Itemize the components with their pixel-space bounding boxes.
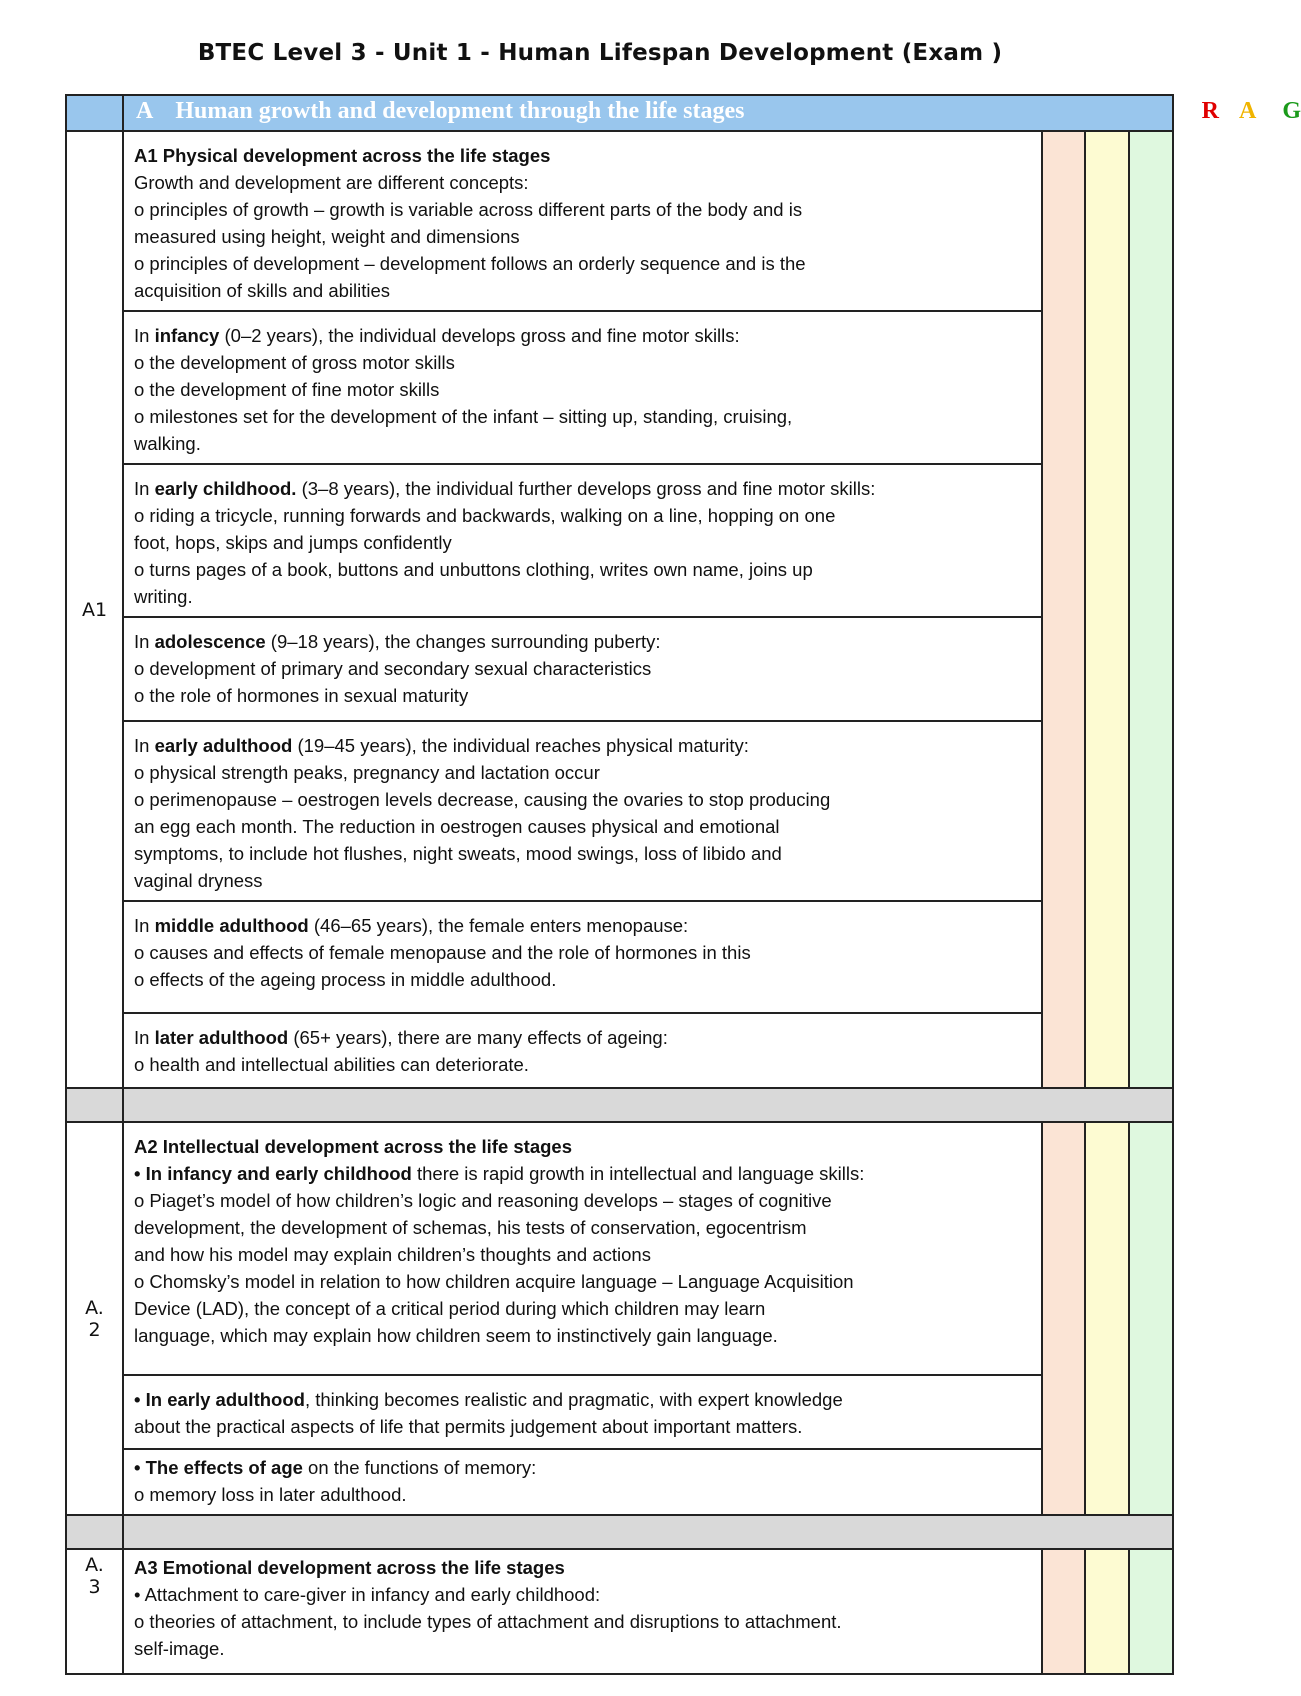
a1-intro-row xyxy=(66,131,1173,311)
text-fragment: there is rapid growth in intellectual and language skills: xyxy=(411,1163,865,1184)
text-line: walking. xyxy=(134,433,201,454)
section-header xyxy=(123,95,1301,131)
document-title: BTEC Level 3 - Unit 1 - Human Lifespan Development (Exam ) xyxy=(197,40,1003,66)
text-fragment: In xyxy=(134,1027,155,1048)
stage-name: adolescence xyxy=(154,631,266,652)
text-line: measured using height, weight and dimensions xyxy=(134,226,520,247)
a2-intro-row xyxy=(66,1122,1173,1375)
a1-early-childhood-row xyxy=(66,464,1173,617)
a1-later-adulthood xyxy=(123,1013,1042,1088)
stage-name: later adulthood xyxy=(154,1027,289,1048)
text-fragment: In xyxy=(134,325,155,346)
text-line: • Attachment to care-giver in infancy and early childhood: xyxy=(134,1584,601,1605)
text-line: o principles of growth – growth is variable across different parts of the body and is xyxy=(134,199,803,220)
text-line: about the practical aspects of life that permits judgement about important matters. xyxy=(134,1416,803,1437)
a2-early-adulthood-row xyxy=(66,1375,1173,1449)
text-fragment: on the functions of memory: xyxy=(302,1457,537,1478)
text-line: o theories of attachment, to include types of attachment and disruptions to attachment. xyxy=(134,1611,842,1632)
a3-code: A. 3 xyxy=(66,1549,123,1674)
a2-heading: A2 Intellectual development across the life stages xyxy=(134,1136,572,1157)
text-line: writing. xyxy=(134,586,193,607)
a1-early-childhood xyxy=(123,464,1042,617)
text-line: o turns pages of a book, buttons and unbuttons clothing, writes own name, joins up xyxy=(134,559,813,580)
a2-code: A. 2 xyxy=(66,1122,123,1515)
text-line: o principles of development – development follows an orderly sequence and is the xyxy=(134,253,806,274)
text-fragment: (46–65 years), the female enters menopause: xyxy=(308,915,689,936)
a1-middle-adulthood xyxy=(123,901,1042,1013)
amber-rating-cell[interactable] xyxy=(1085,1549,1129,1674)
a1-early-adulthood xyxy=(123,721,1042,901)
text-fragment: In xyxy=(134,735,155,756)
text-line: o causes and effects of female menopause and the role of hormones in this xyxy=(134,942,751,963)
text-fragment: , thinking becomes realistic and pragmatic, with expert knowledge xyxy=(304,1389,843,1410)
a3-body xyxy=(123,1549,1042,1674)
separator-row xyxy=(66,1088,1173,1122)
separator-row xyxy=(66,1515,1173,1549)
rag-green-label: G xyxy=(1282,98,1301,124)
stage-name: infancy xyxy=(154,325,220,346)
text-line: o milestones set for the development of the infant – sitting up, standing, cruising, xyxy=(134,406,793,427)
text-line: o memory loss in later adulthood. xyxy=(134,1484,407,1505)
text-fragment: In xyxy=(134,915,155,936)
text-fragment: (9–18 years), the changes surrounding puberty: xyxy=(265,631,661,652)
text-line: o physical strength peaks, pregnancy and lactation occur xyxy=(134,762,600,783)
amber-rating-cell[interactable] xyxy=(1085,1122,1129,1515)
section-header-row xyxy=(66,95,1173,131)
rag-amber-label: A xyxy=(1238,98,1257,124)
text-line: o the development of gross motor skills xyxy=(134,352,455,373)
text-line: vaginal dryness xyxy=(134,870,263,891)
red-rating-cell[interactable] xyxy=(1042,131,1085,1088)
text-fragment: (0–2 years), the individual develops gross and fine motor skills: xyxy=(219,325,740,346)
stage-name: early childhood. xyxy=(154,478,297,499)
a1-intro xyxy=(123,131,1042,311)
a1-middle-adulthood-row xyxy=(66,901,1173,1013)
text-line: o the role of hormones in sexual maturity xyxy=(134,685,469,706)
text-line: foot, hops, skips and jumps confidently xyxy=(134,532,452,553)
red-rating-cell[interactable] xyxy=(1042,1549,1085,1674)
a1-early-adulthood-row xyxy=(66,721,1173,901)
section-letter: A xyxy=(136,98,154,124)
a1-infancy-row xyxy=(66,311,1173,464)
red-rating-cell[interactable] xyxy=(1042,1122,1085,1515)
header-code-cell xyxy=(66,95,123,131)
amber-rating-cell[interactable] xyxy=(1085,131,1129,1088)
text-line: Device (LAD), the concept of a critical period during which children may learn xyxy=(134,1298,766,1319)
text-line: o Piaget’s model of how children’s logic and reasoning develops – stages of cognitive xyxy=(134,1190,832,1211)
text-line: self-image. xyxy=(134,1638,225,1659)
text-fragment: In xyxy=(134,478,155,499)
text-line: o the development of fine motor skills xyxy=(134,379,440,400)
stage-name: middle adulthood xyxy=(154,915,309,936)
text-line: o Chomsky’s model in relation to how children acquire language – Language Acquisition xyxy=(134,1271,854,1292)
text-line: an egg each month. The reduction in oestrogen causes physical and emotional xyxy=(134,816,780,837)
a2-age-row xyxy=(66,1449,1173,1515)
text-line: development, the development of schemas, his tests of conservation, egocentrism xyxy=(134,1217,807,1238)
text-line: o development of primary and secondary sexual characteristics xyxy=(134,658,652,679)
rag-table xyxy=(65,94,1301,1675)
stage-name: early adulthood xyxy=(154,735,293,756)
text-line: o health and intellectual abilities can deteriorate. xyxy=(134,1054,529,1075)
text-fragment: (3–8 years), the individual further develops gross and fine motor skills: xyxy=(296,478,876,499)
a1-infancy xyxy=(123,311,1042,464)
text-line: Growth and development are different concepts: xyxy=(134,172,529,193)
rag-legend xyxy=(1202,98,1301,125)
green-rating-cell[interactable] xyxy=(1129,1549,1173,1674)
rag-red-label: R xyxy=(1201,98,1219,124)
text-line: acquisition of skills and abilities xyxy=(134,280,391,301)
a2-age xyxy=(123,1449,1042,1515)
text-fragment: (19–45 years), the individual reaches physical maturity: xyxy=(292,735,749,756)
text-line: o riding a tricycle, running forwards and backwards, walking on a line, hopping on one xyxy=(134,505,836,526)
section-title: Human growth and development through the life stages xyxy=(175,98,745,124)
a2-intro xyxy=(123,1122,1042,1375)
stage-name: • In infancy and early childhood xyxy=(134,1163,412,1184)
a1-heading: A1 Physical development across the life stages xyxy=(134,145,551,166)
text-line: symptoms, to include hot flushes, night sweats, mood swings, loss of libido and xyxy=(134,843,782,864)
text-fragment: In xyxy=(134,631,155,652)
a1-code: A1 xyxy=(66,131,123,1088)
green-rating-cell[interactable] xyxy=(1129,131,1173,1088)
a1-adolescence-row xyxy=(66,617,1173,721)
stage-name: • The effects of age xyxy=(134,1457,303,1478)
text-fragment: (65+ years), there are many effects of ageing: xyxy=(288,1027,668,1048)
green-rating-cell[interactable] xyxy=(1129,1122,1173,1515)
text-line: language, which may explain how children seem to instinctively gain language. xyxy=(134,1325,778,1346)
stage-name: • In early adulthood xyxy=(134,1389,305,1410)
a1-later-adulthood-row xyxy=(66,1013,1173,1088)
a1-adolescence xyxy=(123,617,1042,721)
text-line: and how his model may explain children’s thoughts and actions xyxy=(134,1244,651,1265)
text-line: o effects of the ageing process in middle adulthood. xyxy=(134,969,557,990)
a3-heading: A3 Emotional development across the life stages xyxy=(134,1557,565,1578)
text-line: o perimenopause – oestrogen levels decrease, causing the ovaries to stop producing xyxy=(134,789,831,810)
a2-early-adulthood xyxy=(123,1375,1042,1449)
a3-row xyxy=(66,1549,1173,1674)
